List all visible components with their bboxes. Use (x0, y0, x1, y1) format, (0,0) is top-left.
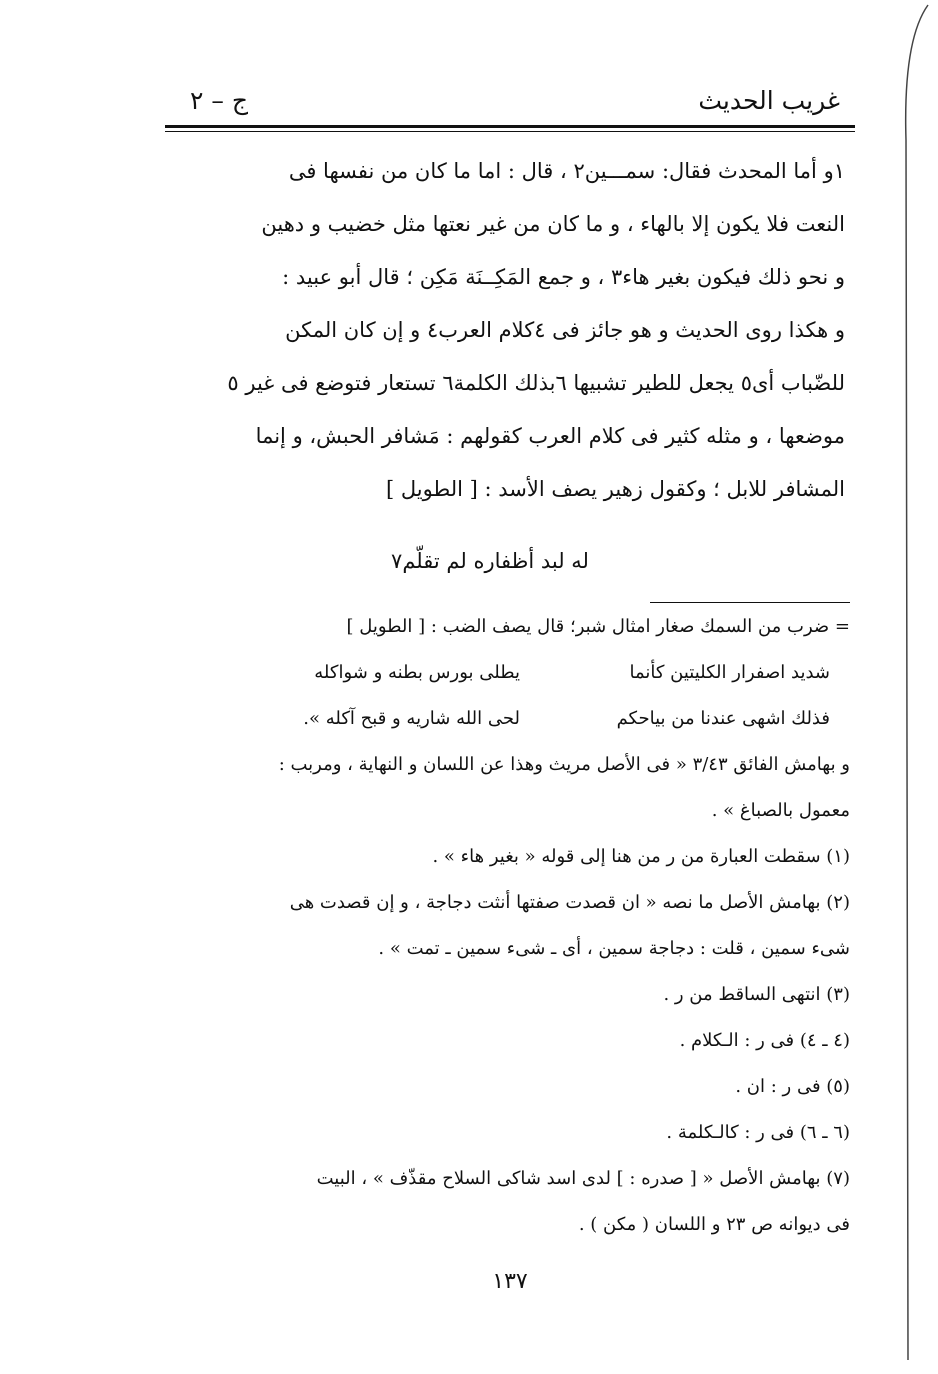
text-line: و هكذا روى الحديث و هو جائز فى ٤كلام العرب٤ و إن كان المكن (285, 318, 845, 342)
footnote-line: (٣) انتهى الساقط من ر . (663, 984, 850, 1005)
poem-hemistich: لحى الله شاريه و قبح آكله ». (303, 708, 520, 729)
footnote-separator (650, 602, 850, 603)
footnote-line: و بهامش الفائق ٣/٤٣ « فى الأصل مريث وهذا عن اللسان و النهاية ، ومربب : (278, 754, 850, 775)
text-line: ١و أما المحدث فقال: سمـــين٢ ، قال : اما ما كان من نفسها فى (288, 159, 845, 183)
volume-number: ج – ٢ (190, 85, 248, 115)
footnote-line: (٢) بهامش الأصل ما نصه « ان قصدت صفتها أنثت دجاجة ، و إن قصدت هى (289, 892, 850, 913)
text-line: النعت فلا يكون إلا بالهاء ، و ما كان من غير نعتها مثل خضيب و دهين (261, 212, 845, 236)
poem-row (190, 650, 850, 696)
footnote-line: (٥) فى ر : ان . (735, 1076, 850, 1097)
text-line: المشافر للابل ؛ وكقول زهير يصف الأسد : [ الطويل ] (386, 477, 845, 501)
footnote-line: (٦ ـ ٦) فى ر : كالـكلمة . (666, 1122, 850, 1143)
footnote-line: (٧) بهامش الأصل « [ صدره : ] لدى اسد شاكى السلاح مقذّف » ، البيت (316, 1168, 850, 1189)
text-line: موضعها ، و مثله كثير فى كلام العرب كقولهم : مَشافر الحبش، و إنما (255, 424, 845, 448)
footnote-line: (٤ ـ ٤) فى ر : الـكلام . (679, 1030, 850, 1051)
verse-line: له لبد أظفاره لم تقلّم٧ (391, 549, 589, 573)
header-rule-thin (165, 131, 855, 132)
running-header (190, 78, 840, 122)
footnote-line: فى ديوانه ص ٢٣ و اللسان ( مكن ) . (578, 1214, 850, 1235)
footnote-line: معمول بالصباغ » . (711, 800, 850, 821)
poem-row (190, 696, 850, 742)
book-title: غريب الحديث (698, 85, 840, 115)
footnote-line: (١) سقطت العبارة من ر من هنا إلى قوله « بغير هاء » . (432, 846, 850, 867)
poem-hemistich: شديد اصفرار الكليتين كأنما (629, 662, 830, 683)
footnotes (190, 604, 850, 1248)
text-line: و نحو ذلك فيكون بغير هاء٣ ، و جمع المَكِــنَة مَكِن ؛ قال أبو عبيد : (282, 265, 845, 289)
footnote-line: شىء سمين ، قلت : دجاجة سمين ، أى ـ شىء سمين ـ تمت » . (378, 938, 850, 959)
main-text (190, 145, 845, 516)
text-line: للضّباب أى٥ يجعل للطير تشبيها ٦بذلك الكلمة٦ تستعار فتوضع فى غير ٥ (227, 371, 845, 395)
page-edge-curve (848, 0, 938, 1374)
header-rule (165, 125, 855, 128)
footnote-line: = ضرب من السمك صغار امثال شبر؛ قال يصف الضب : [ الطويل ] (346, 616, 850, 637)
poem-hemistich: فذلك اشهى عندنا من بياحكم (616, 708, 830, 729)
poem-hemistich: يطلى بورس بطنه و شواكله (314, 662, 520, 683)
page-number: ١٣٧ (492, 1269, 528, 1294)
